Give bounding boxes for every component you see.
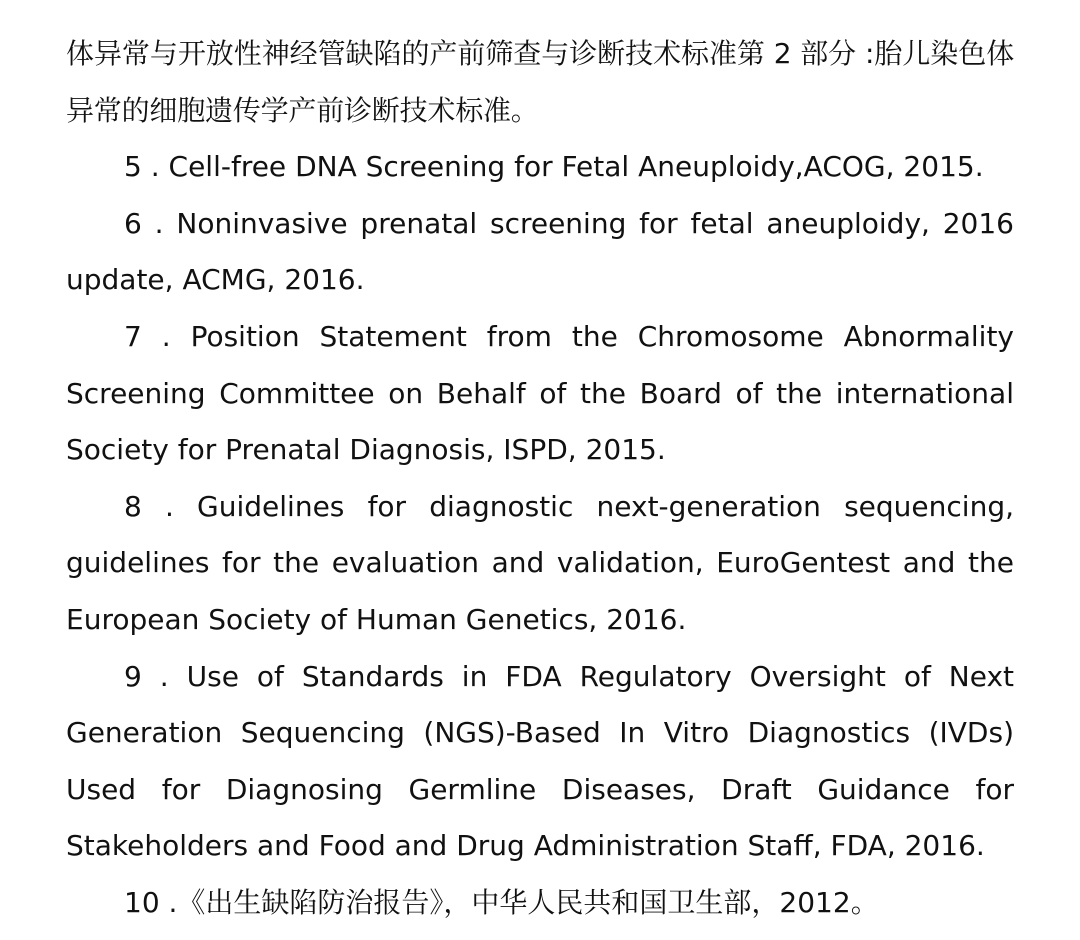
reference-item-6: 6 . Noninvasive prenatal screening for fetal aneuploidy, 2016 update, ACMG, 2016.: [66, 206, 1014, 297]
reference-item-7: 7 . Position Statement from the Chromosome Abnormality Screening Committee on Behalf of the Board of the international Society for Prenatal Diagnosis, ISPD, 2015.: [66, 319, 1014, 467]
reference-item-10: 10 .《出生缺陷防治报告》，中华人民共和国卫生部，2012。: [124, 885, 879, 919]
reference-item-8: 8 . Guidelines for diagnostic next-generation sequencing, guidelines for the evaluation and validation, EuroGentest and the European Society of Human Genetics, 2016.: [66, 489, 1014, 636]
reference-continuation: 体异常与开放性神经管缺陷的产前筛查与诊断技术标准第 2 部分 :胎儿染色体异常的细胞遗传学产前诊断技术标准。: [66, 37, 1014, 127]
reference-item-5: 5 . Cell-free DNA Screening for Fetal Aneuploidy,ACOG, 2015.: [124, 150, 984, 184]
reference-item-9: 9 . Use of Standards in FDA Regulatory Oversight of Next Generation Sequencing (NGS)-Based In Vitro Diagnostics (IVDs) Used for Diagnosing Germline Diseases, Draft Guidance for Stakeholders and Food and Drug Administration Staff, FDA, 2016.: [66, 659, 1014, 863]
